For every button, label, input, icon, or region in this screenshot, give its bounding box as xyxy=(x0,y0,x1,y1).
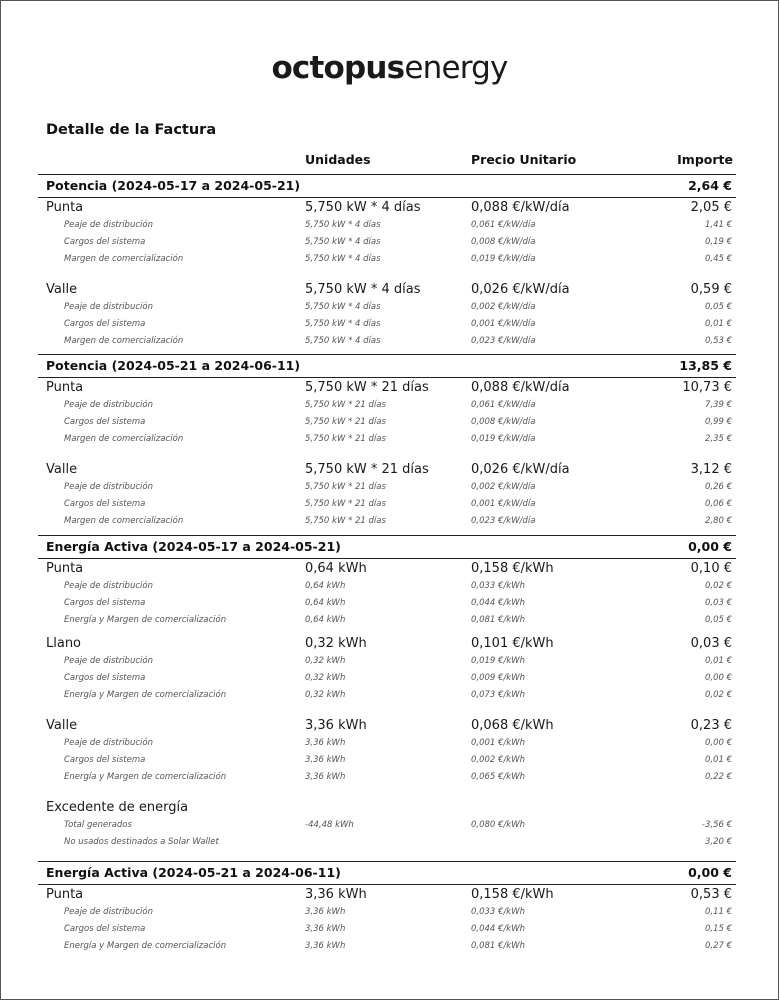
item-units: 3,36 kWh xyxy=(305,887,367,902)
sub-units: 5,750 kW * 21 días xyxy=(305,482,386,492)
sub-amount: 7,39 € xyxy=(704,400,732,410)
sub-price: 0,044 €/kWh xyxy=(471,597,526,608)
sub-units: 5,750 kW * 21 días xyxy=(305,515,386,526)
item-price: 0,101 €/kWh xyxy=(471,636,554,651)
item-amount: 0,03 € xyxy=(690,636,732,651)
sub-price: 0,002 €/kW/día xyxy=(471,482,536,492)
sub-name: Total generados xyxy=(64,820,132,830)
sub-amount: 0,11 € xyxy=(704,907,732,917)
sub-name: Peaje de distribución xyxy=(64,581,153,591)
sub-name: Cargos del sistema xyxy=(64,498,146,509)
section-total: 2,64 € xyxy=(688,178,732,193)
sub-price: 0,002 €/kWh xyxy=(471,754,526,765)
sub-amount: 0,15 € xyxy=(704,923,732,934)
item-price: 0,088 €/kW/día xyxy=(471,380,570,395)
section-total: 13,85 € xyxy=(679,358,732,373)
sub-units: -44,48 kWh xyxy=(305,820,354,830)
sub-units: 5,750 kW * 4 días xyxy=(305,236,381,247)
section-total: 0,00 € xyxy=(688,539,732,554)
sub-name: Energía y Margen de comercialización xyxy=(64,614,227,625)
sub-name: Margen de comercialización xyxy=(64,253,184,264)
item-price: 0,158 €/kWh xyxy=(471,561,554,576)
sub-name: Energía y Margen de comercialización xyxy=(64,771,227,782)
column-header-amount: Importe xyxy=(677,152,733,167)
sub-units: 5,750 kW * 4 días xyxy=(305,220,381,230)
item-amount: 0,53 € xyxy=(690,887,732,902)
sub-units: 5,750 kW * 4 días xyxy=(305,335,381,346)
sub-units: 0,64 kWh xyxy=(305,614,346,625)
sub-name: Cargos del sistema xyxy=(64,597,146,608)
sub-name: Energía y Margen de comercialización xyxy=(64,689,227,700)
sub-price: 0,033 €/kWh xyxy=(471,581,526,591)
item-name: Punta xyxy=(46,200,84,215)
sub-amount: 0,02 € xyxy=(704,689,732,700)
item-amount: 0,10 € xyxy=(690,561,732,576)
sub-name: Margen de comercialización xyxy=(64,433,184,444)
sub-price: 0,081 €/kWh xyxy=(471,940,526,951)
sub-units: 5,750 kW * 4 días xyxy=(305,318,381,329)
sub-price: 0,044 €/kWh xyxy=(471,923,526,934)
sub-price: 0,061 €/kW/día xyxy=(471,220,536,230)
sub-amount: 2,35 € xyxy=(704,433,732,444)
item-price: 0,158 €/kWh xyxy=(471,887,554,902)
sub-amount: 3,20 € xyxy=(704,836,732,847)
sub-amount: 0,00 € xyxy=(704,738,732,748)
sub-units: 0,32 kWh xyxy=(305,689,346,700)
sub-price: 0,019 €/kWh xyxy=(471,656,526,666)
sub-name: Peaje de distribución xyxy=(64,907,153,917)
sub-amount: 0,05 € xyxy=(704,614,732,625)
item-name: Valle xyxy=(46,462,78,477)
sub-price: 0,081 €/kWh xyxy=(471,614,526,625)
sub-amount: -3,56 € xyxy=(701,820,732,830)
item-units: 5,750 kW * 21 días xyxy=(305,380,429,395)
sub-price: 0,002 €/kW/día xyxy=(471,302,536,312)
sub-units: 0,64 kWh xyxy=(305,597,346,608)
item-amount: 10,73 € xyxy=(682,380,732,395)
item-name: Excedente de energía xyxy=(46,800,189,815)
sub-units: 3,36 kWh xyxy=(305,738,346,748)
sub-price: 0,009 €/kWh xyxy=(471,672,526,683)
sub-name: Cargos del sistema xyxy=(64,923,146,934)
sub-units: 0,64 kWh xyxy=(305,581,346,591)
item-name: Punta xyxy=(46,887,84,902)
sub-units: 0,32 kWh xyxy=(305,672,346,683)
sub-amount: 2,80 € xyxy=(704,515,732,526)
octopus-energy-logo xyxy=(0,50,779,86)
sub-price: 0,001 €/kW/día xyxy=(471,498,536,509)
item-amount: 0,23 € xyxy=(690,718,732,733)
sub-units: 5,750 kW * 4 días xyxy=(305,253,381,264)
sub-units: 3,36 kWh xyxy=(305,771,346,782)
sub-amount: 0,00 € xyxy=(704,672,732,683)
sub-name: Peaje de distribución xyxy=(64,738,153,748)
sub-amount: 1,41 € xyxy=(704,220,732,230)
sub-amount: 0,19 € xyxy=(704,236,732,247)
sub-price: 0,019 €/kW/día xyxy=(471,253,536,264)
sub-units: 3,36 kWh xyxy=(305,754,346,765)
item-price: 0,026 €/kW/día xyxy=(471,462,570,477)
sub-name: Cargos del sistema xyxy=(64,754,146,765)
item-amount: 3,12 € xyxy=(690,462,732,477)
section-header xyxy=(38,174,736,198)
sub-units: 0,32 kWh xyxy=(305,656,346,666)
sub-name: No usados destinados a Solar Wallet xyxy=(64,836,219,847)
sub-name: Peaje de distribución xyxy=(64,400,153,410)
section-header xyxy=(38,861,736,885)
sub-price: 0,033 €/kWh xyxy=(471,907,526,917)
section-title: Energía Activa (2024-05-21 a 2024-06-11) xyxy=(46,865,341,880)
item-name: Punta xyxy=(46,561,84,576)
sub-amount: 0,53 € xyxy=(704,335,732,346)
sub-price: 0,019 €/kW/día xyxy=(471,433,536,444)
item-units: 3,36 kWh xyxy=(305,718,367,733)
logo-bold-text: octopus xyxy=(271,50,405,86)
sub-amount: 0,99 € xyxy=(704,416,732,427)
sub-price: 0,065 €/kWh xyxy=(471,771,526,782)
sub-amount: 0,26 € xyxy=(704,482,732,492)
sub-amount: 0,01 € xyxy=(704,318,732,329)
sub-price: 0,061 €/kW/día xyxy=(471,400,536,410)
column-header-units: Unidades xyxy=(305,152,371,167)
logo-light-text: energy xyxy=(404,50,508,86)
document-title: Detalle de la Factura xyxy=(46,122,217,138)
item-name: Llano xyxy=(46,636,82,651)
sub-amount: 0,27 € xyxy=(704,940,732,951)
sub-price: 0,001 €/kWh xyxy=(471,738,526,748)
section-title: Potencia (2024-05-21 a 2024-06-11) xyxy=(46,358,301,373)
item-units: 0,32 kWh xyxy=(305,636,367,651)
sub-name: Margen de comercialización xyxy=(64,335,184,346)
sub-units: 5,750 kW * 21 días xyxy=(305,400,386,410)
item-units: 5,750 kW * 4 días xyxy=(305,200,421,215)
item-name: Punta xyxy=(46,380,84,395)
item-units: 5,750 kW * 4 días xyxy=(305,282,421,297)
item-units: 0,64 kWh xyxy=(305,561,367,576)
sub-amount: 0,05 € xyxy=(704,302,732,312)
section-header xyxy=(38,535,736,559)
section-header xyxy=(38,354,736,378)
sub-amount: 0,02 € xyxy=(704,581,732,591)
item-price: 0,088 €/kW/día xyxy=(471,200,570,215)
sub-name: Peaje de distribución xyxy=(64,302,153,312)
sub-units: 3,36 kWh xyxy=(305,923,346,934)
sub-price: 0,023 €/kW/día xyxy=(471,515,536,526)
sub-amount: 0,01 € xyxy=(704,656,732,666)
sub-amount: 0,06 € xyxy=(704,498,732,509)
sub-price: 0,073 €/kWh xyxy=(471,689,526,700)
sub-units: 3,36 kWh xyxy=(305,940,346,951)
item-name: Valle xyxy=(46,282,78,297)
sub-name: Cargos del sistema xyxy=(64,672,146,683)
sub-amount: 0,22 € xyxy=(704,771,732,782)
item-amount: 0,59 € xyxy=(690,282,732,297)
column-header-price: Precio Unitario xyxy=(471,152,577,167)
sub-name: Peaje de distribución xyxy=(64,220,153,230)
section-total: 0,00 € xyxy=(688,865,732,880)
sub-price: 0,080 €/kWh xyxy=(471,820,526,830)
sub-units: 5,750 kW * 4 días xyxy=(305,302,381,312)
item-amount: 2,05 € xyxy=(690,200,732,215)
sub-units: 3,36 kWh xyxy=(305,907,346,917)
sub-price: 0,008 €/kW/día xyxy=(471,416,536,427)
sub-name: Margen de comercialización xyxy=(64,515,184,526)
sub-amount: 0,45 € xyxy=(704,253,732,264)
sub-price: 0,001 €/kW/día xyxy=(471,318,536,329)
sub-units: 5,750 kW * 21 días xyxy=(305,498,386,509)
item-name: Valle xyxy=(46,718,78,733)
sub-amount: 0,01 € xyxy=(704,754,732,765)
sub-units: 5,750 kW * 21 días xyxy=(305,416,386,427)
sub-name: Peaje de distribución xyxy=(64,656,153,666)
section-title: Energía Activa (2024-05-17 a 2024-05-21) xyxy=(46,539,341,554)
sub-price: 0,008 €/kW/día xyxy=(471,236,536,247)
sub-name: Cargos del sistema xyxy=(64,236,146,247)
sub-price: 0,023 €/kW/día xyxy=(471,335,536,346)
sub-units: 5,750 kW * 21 días xyxy=(305,433,386,444)
item-price: 0,068 €/kWh xyxy=(471,718,554,733)
sub-name: Energía y Margen de comercialización xyxy=(64,940,227,951)
sub-amount: 0,03 € xyxy=(704,597,732,608)
item-units: 5,750 kW * 21 días xyxy=(305,462,429,477)
sub-name: Cargos del sistema xyxy=(64,318,146,329)
item-price: 0,026 €/kW/día xyxy=(471,282,570,297)
sub-name: Cargos del sistema xyxy=(64,416,146,427)
section-title: Potencia (2024-05-17 a 2024-05-21) xyxy=(46,178,301,193)
sub-name: Peaje de distribución xyxy=(64,482,153,492)
